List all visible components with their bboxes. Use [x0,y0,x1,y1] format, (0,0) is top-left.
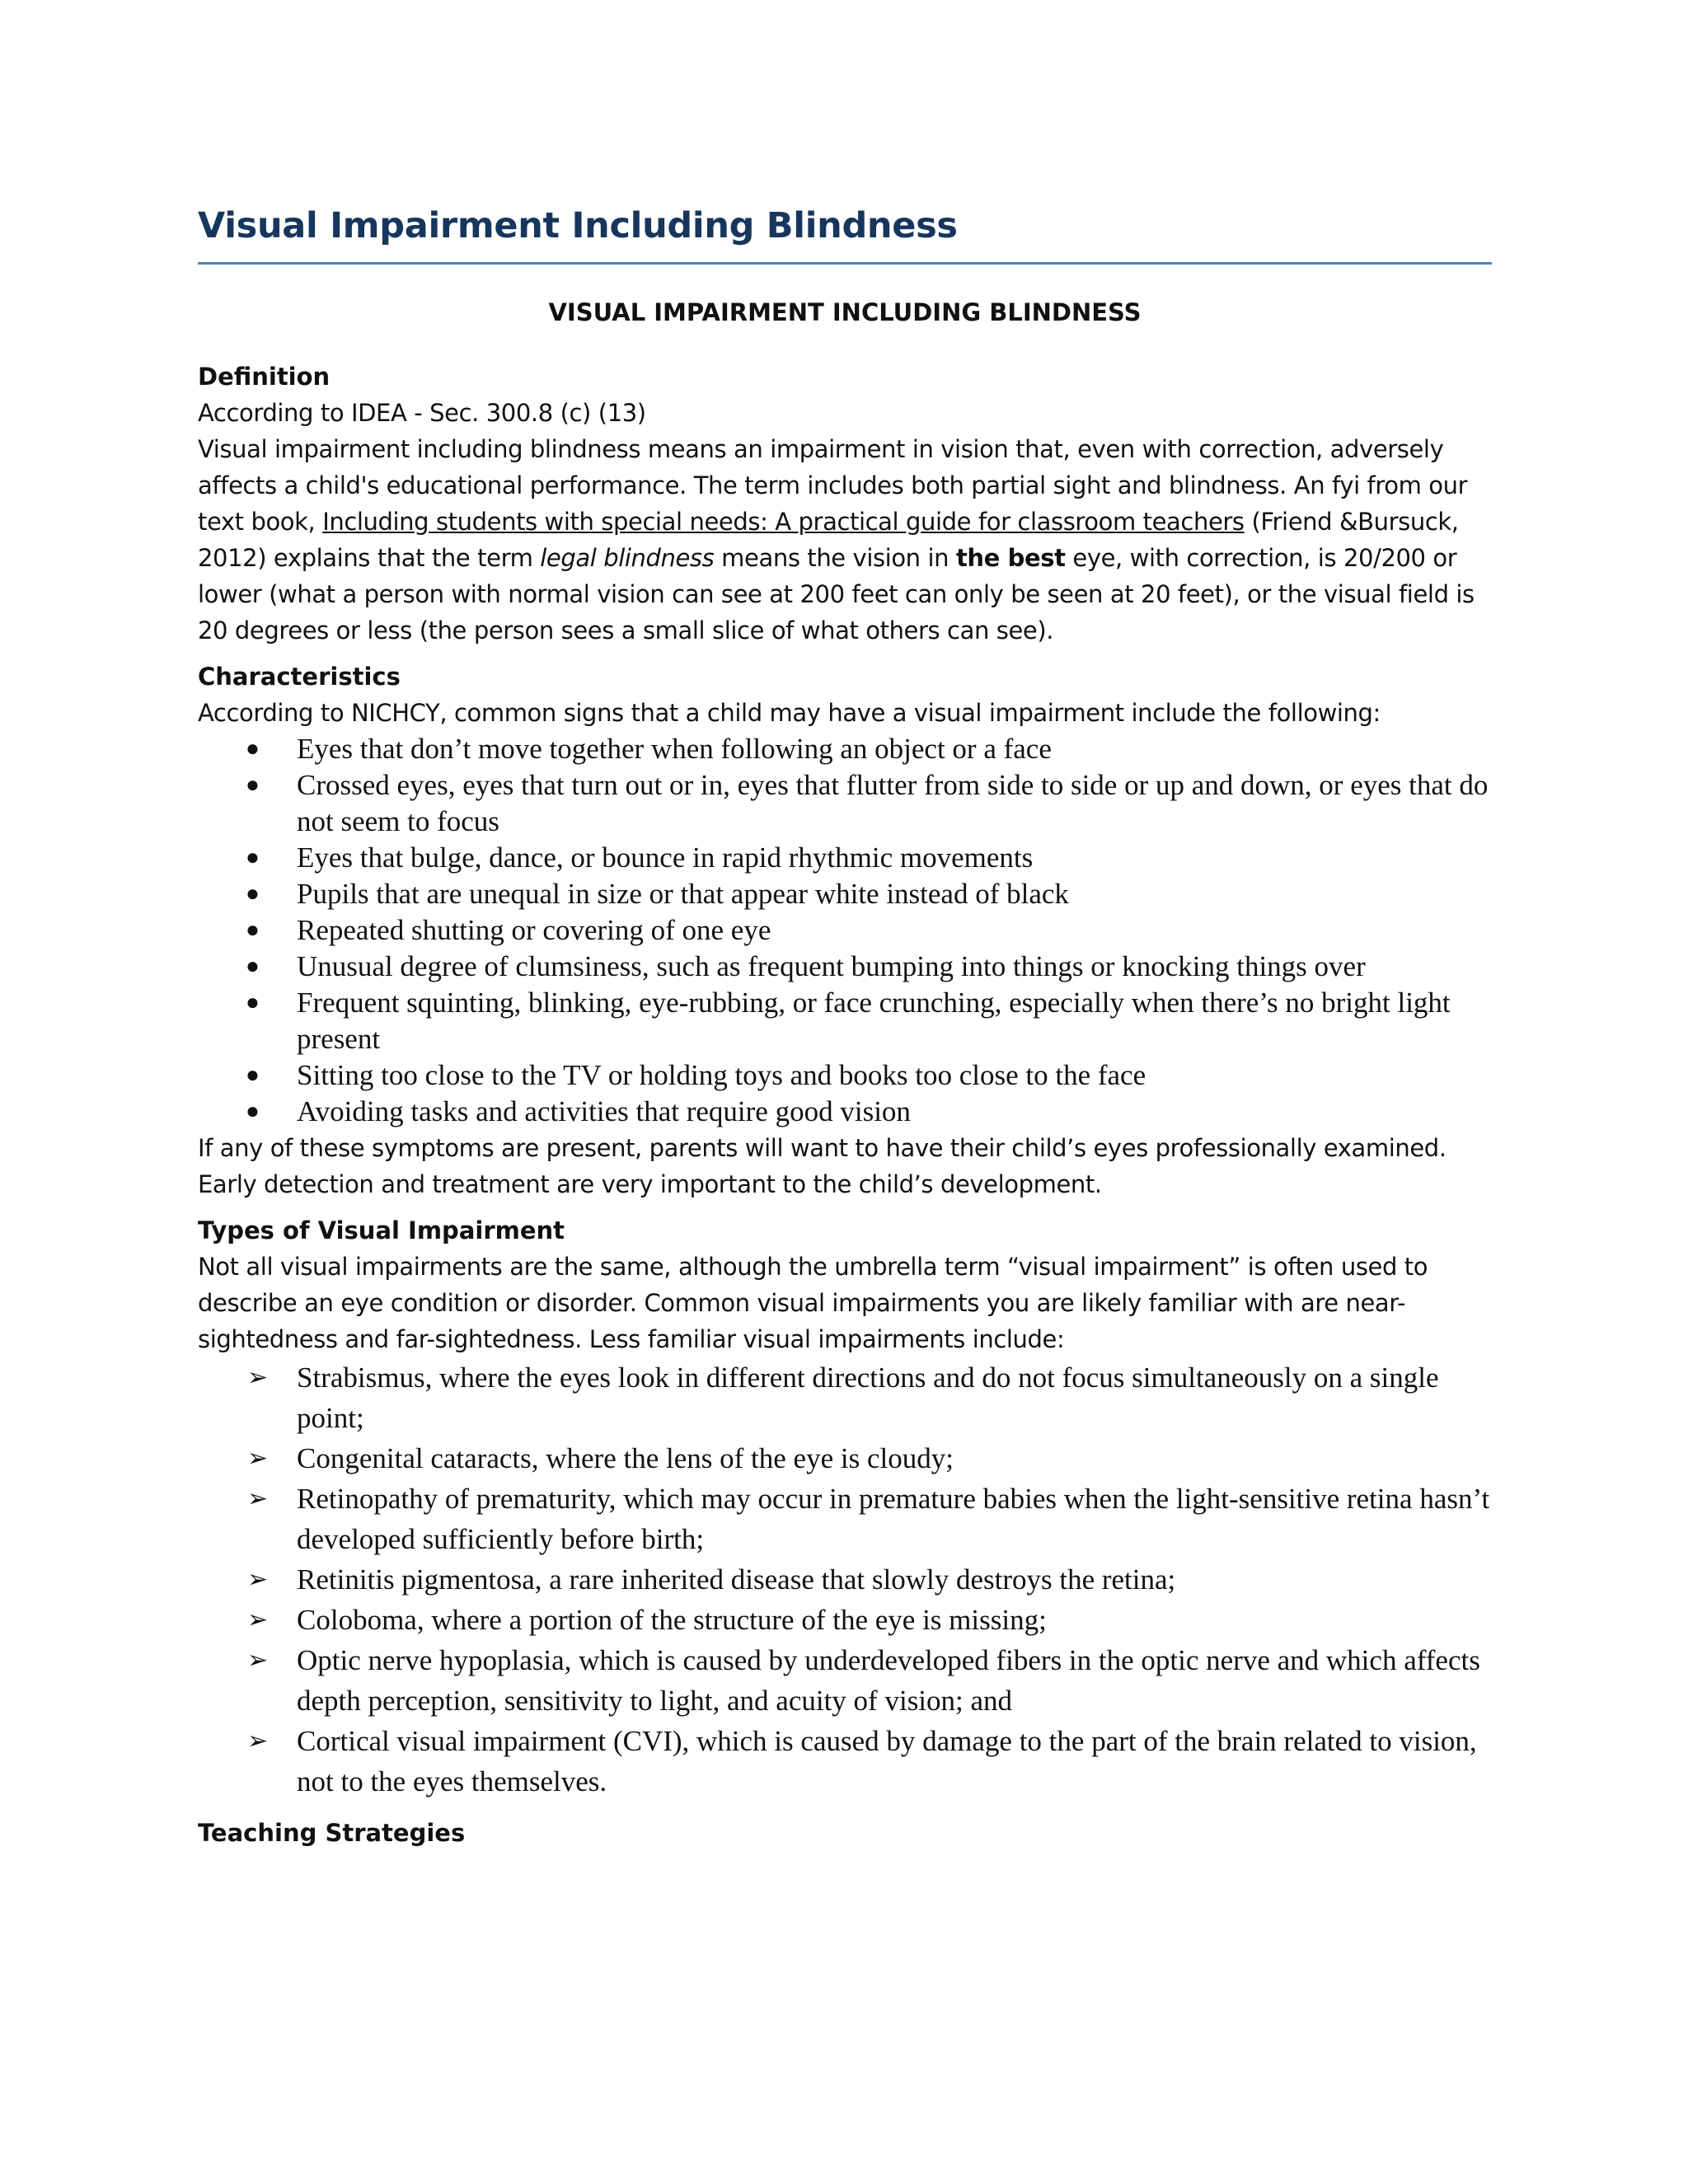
list-item: ● Pupils that are unequal in size or that appear white instead of black [198,876,1492,912]
centered-heading: VISUAL IMPAIRMENT INCLUDING BLINDNESS [548,298,1142,326]
arrow-bullet-icon: ➢ [247,1445,269,1472]
document-content [198,194,1492,1851]
list-item: ● Eyes that don’t move together when following an object or a face [198,731,1492,767]
list-item: ● Crossed eyes, eyes that turn out or in, eyes that flutter from side to side or up and down, or eyes that do not seem to focus [246,769,1489,837]
list-item: ➢ Optic nerve hypoplasia, which is caused by underdeveloped fibers in the optic nerve and which affects depth perception, sensitivity to light, and acuity of vision; and [198,1640,1492,1721]
list-item: ➢ Retinitis pigmentosa, a rare inherited disease that slowly destroys the retina; [198,1559,1492,1600]
definition-text [198,431,1492,649]
book-title: Including students with special needs: A practical guide for classroom teachers [322,508,1245,536]
round-bullet-icon: ● [246,990,260,1015]
types-intro: Not all visual impairments are the same, although the umbrella term “visual impairment” is often used to describe an eye condition or disorder. Common visual impairments you are likely familiar with are near-sightedness and far-sightedness. Less familiar visual impairments include: [198,1253,1428,1353]
round-bullet-icon: ● [246,1099,260,1124]
types-list [198,1357,1492,1802]
fyi-mid2: means the vision in [714,544,956,572]
characteristics-heading: Characteristics [198,663,401,691]
round-bullet-icon: ● [246,845,260,870]
round-bullet-icon: ● [246,881,260,907]
round-bullet-icon: ● [246,736,260,762]
definition-source: According to IDEA - Sec. 300.8 (c) (13) [198,399,646,427]
arrow-bullet-icon: ➢ [247,1647,269,1674]
characteristics-list [198,731,1492,1130]
list-item: ● Repeated shutting or covering of one eye [198,912,1492,949]
characteristics-outro: If any of these symptoms are present, parents will want to have their child’s eyes professionally examined. Early detection and treatment are very important to the child’s development. [198,1134,1447,1198]
list-item: ➢ Retinopathy of prematurity, which may occur in premature babies when the light-sensitive retina hasn’t developed sufficiently before birth; [198,1479,1492,1559]
list-item: ● Eyes that bulge, dance, or bounce in rapid rhythmic movements [198,840,1492,876]
title-underline [198,262,1492,265]
arrow-bullet-icon: ➢ [247,1727,269,1755]
round-bullet-icon: ● [246,917,260,943]
list-item: ● Unusual degree of clumsiness, such as frequent bumping into things or knocking things over [198,949,1492,985]
definition-body: Visual impairment including blindness means an impairment in vision that, even with correction, adversely affects a child's educational performance. The term includes both partial sight and blindness. [198,435,1444,499]
list-item: ● Frequent squinting, blinking, eye-rubbing, or face crunching, especially when there’s no bright light present [246,987,1451,1055]
types-heading: Types of Visual Impairment [198,1216,565,1244]
the-best-emphasis: the best [955,544,1066,572]
legal-blindness-term: legal blindness [540,544,715,572]
arrow-bullet-icon: ➢ [247,1566,269,1593]
definition-section [198,359,1492,649]
types-section [198,1212,1492,1802]
page-title: Visual Impairment Including Blindness [198,205,958,246]
teaching-section [198,1815,1492,1851]
teaching-heading: Teaching Strategies [198,1819,466,1847]
fyi-mid: (Friend &Bursuck, 2012) explains that the term [198,508,1459,572]
arrow-bullet-icon: ➢ [247,1606,269,1633]
round-bullet-icon: ● [246,954,260,979]
list-item: ➢ Coloboma, where a portion of the structure of the eye is missing; [198,1600,1492,1640]
list-item: ● Sitting too close to the TV or holding toys and books too close to the face [198,1057,1492,1094]
characteristics-intro: According to NICHCY, common signs that a child may have a visual impairment include the following: [198,699,1381,727]
fyi-lead: An fyi from our text book, [198,471,1468,536]
round-bullet-icon: ● [246,1062,260,1088]
list-item: ➢ Congenital cataracts, where the lens of the eye is cloudy; [198,1438,1492,1479]
definition-heading: Definition [198,363,331,391]
list-item: ● Avoiding tasks and activities that require good vision [198,1094,1492,1130]
round-bullet-icon: ● [246,772,260,798]
arrow-bullet-icon: ➢ [247,1485,269,1512]
arrow-bullet-icon: ➢ [247,1364,269,1391]
fyi-end: eye, with correction, is 20/200 or lower (what a person with normal vision can see at 200 feet can only be seen at 20 feet), or the visual field is 20 degrees or less (the person sees a small slice of what others can see). [198,544,1475,644]
list-item: ➢ Strabismus, where the eyes look in different directions and do not focus simultaneously on a single point; [198,1357,1492,1438]
characteristics-section [198,658,1492,1202]
list-item: ➢ Cortical visual impairment (CVI), which is caused by damage to the part of the brain related to vision, not to the eyes themselves. [198,1721,1492,1802]
